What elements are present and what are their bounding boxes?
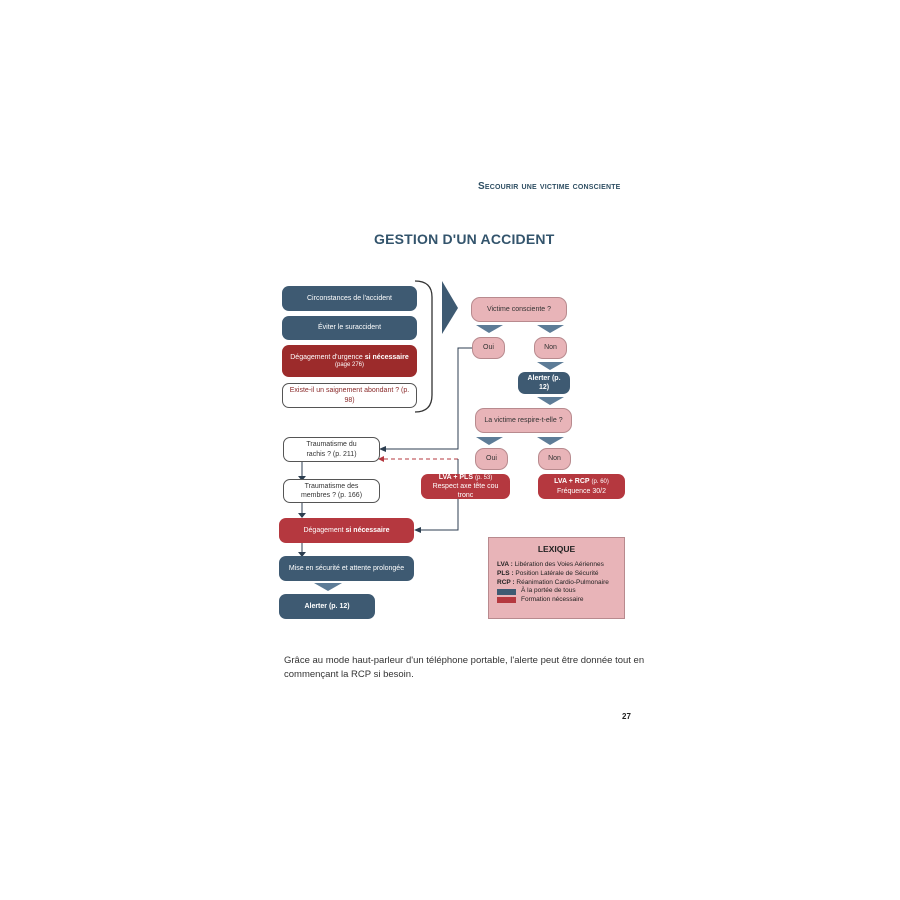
arrow-to-non1: [537, 325, 564, 333]
oui2-label: Oui: [486, 455, 497, 463]
page-number: 27: [622, 712, 631, 721]
degagement-urgence-ref: (page 276): [334, 361, 365, 368]
arrow-to-alerter-top: [537, 362, 564, 370]
connector-lva-to-degagement: [419, 499, 458, 530]
question-membres: [283, 479, 380, 503]
arrow-to-oui1: [476, 325, 503, 333]
section-header: Secourir une victime consciente: [478, 181, 621, 192]
step-circonstances: [282, 286, 417, 311]
rachis-line1: Traumatisme du: [306, 441, 357, 449]
lexique-panel: [488, 537, 625, 619]
step-degagement: [279, 518, 414, 543]
lexique-title: LEXIQUE: [537, 544, 576, 554]
question-rachis: [283, 437, 380, 462]
step-degagement-urgence: [282, 345, 417, 377]
lva-rcp-title: LVA + RCP (p. 60): [554, 478, 609, 486]
grouping-bracket: [415, 281, 432, 412]
step-mise-securite: [279, 556, 414, 581]
oui1-label: Oui: [483, 344, 494, 352]
arrow-to-alerter-bottom: [314, 583, 342, 591]
non1-label: Non: [544, 344, 557, 352]
answer-oui-1: [472, 337, 505, 359]
step-saignement: [282, 383, 417, 408]
legend-red-swatch: [497, 597, 516, 603]
legend-blue-label: À la portée de tous: [521, 587, 576, 595]
legend-blue-swatch: [497, 589, 516, 595]
lva-rcp-sub: Fréquence 30/2: [556, 487, 607, 495]
arrow-to-respire: [537, 397, 564, 405]
step-alerter-top: [518, 372, 570, 394]
arrowhead-degagement-right: [414, 527, 421, 533]
membres-line1: Traumatisme des: [304, 482, 359, 490]
non2-label: Non: [548, 455, 561, 463]
lva-pls-title: LVA + PLS (p. 53): [438, 473, 493, 481]
step-alerter-bottom: [279, 594, 375, 619]
step-lva-pls: [421, 474, 510, 499]
alerter-top-label: Alerter (p. 12): [527, 374, 561, 391]
respire-label: La victime respire-t-elle ?: [484, 416, 563, 424]
lexique-entry-pls: PLS : Position Latérale de Sécurité: [497, 569, 599, 577]
arrow-to-non2: [537, 437, 564, 445]
lexique-entry-rcp: RCP : Réanimation Cardio-Pulmonaire: [497, 578, 609, 586]
lexique-entry-lva: LVA : Libération des Voies Aériennes: [497, 561, 604, 568]
step-saignement-label: Existe-il un saignement abondant ? (p. 98): [289, 387, 410, 404]
question-respire: [475, 408, 572, 433]
big-right-arrow: [442, 281, 458, 334]
legend-blue: [497, 587, 616, 596]
victime-consciente-label: Victime consciente ?: [486, 305, 552, 313]
step-lva-rcp: [538, 474, 625, 499]
arrow-to-oui2: [476, 437, 503, 445]
step-eviter-label: Éviter le suraccident: [317, 324, 382, 332]
footnote-text: Grâce au mode haut-parleur d'un téléphone portable, l'alerte peut être donnée tout en commençant la RCP si besoin.: [284, 655, 645, 680]
degagement-line: Dégagement si nécessaire: [303, 526, 390, 534]
legend-red-label: Formation nécessaire: [521, 596, 584, 604]
legend-red: [497, 596, 616, 605]
lva-pls-sub: Respect axe tête cou tronc: [432, 483, 499, 500]
arrowhead-rachis: [379, 446, 386, 452]
answer-non-2: [538, 448, 571, 470]
alerter-bottom-label: Alerter (p. 12): [304, 602, 350, 610]
step-eviter-suraccident: [282, 316, 417, 340]
answer-oui-2: [475, 448, 508, 470]
question-victime-consciente: [471, 297, 567, 322]
step-circonstances-label: Circonstances de l'accident: [307, 294, 392, 302]
membres-line2: membres ? (p. 166): [300, 492, 363, 499]
page-title: GESTION D'UN ACCIDENT: [374, 231, 555, 247]
rachis-line2: rachis ? (p. 211): [306, 450, 357, 458]
mise-securite-label: Mise en sécurité et attente prolongée: [288, 564, 405, 572]
degagement-urgence-line: Dégagement d'urgence si nécessaire: [290, 353, 409, 361]
answer-non-1: [534, 337, 567, 359]
